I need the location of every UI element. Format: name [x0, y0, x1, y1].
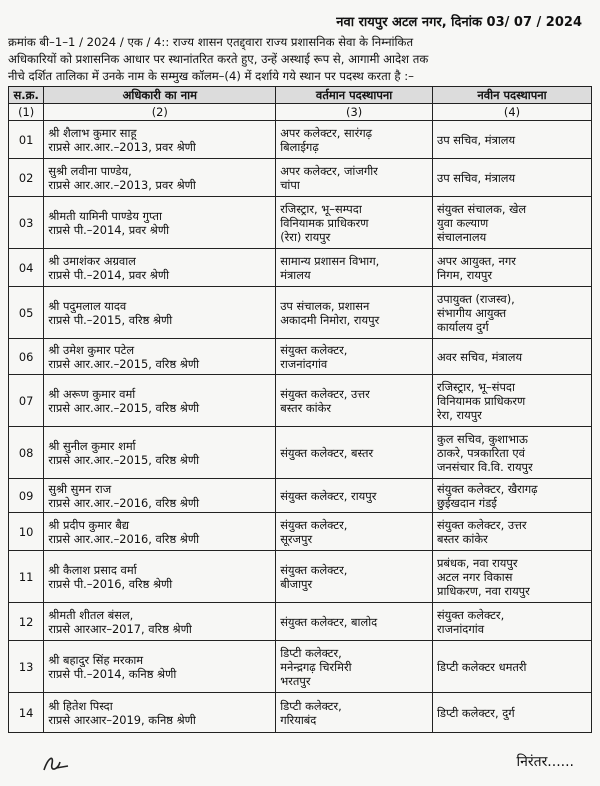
- new-posting-cell: [432, 427, 591, 479]
- officer-cell: [44, 693, 276, 733]
- new-posting-cell: [432, 641, 591, 693]
- current-posting-line: बीजापुर: [280, 576, 313, 591]
- current-posting-line: बिलाईगढ़: [280, 139, 319, 154]
- intro-line-3: नीचे दर्शित तालिका में उनके नाम के सम्मुख कॉलम–(4) में दर्शाये गये स्थान पर पदस्थ करता है :–: [8, 69, 414, 83]
- current-posting-line: डिप्टी कलेक्टर,: [280, 698, 342, 713]
- current-posting-line: भरतपुर: [280, 673, 311, 688]
- current-posting-line: अपर कलेक्टर, सारंगढ़: [280, 125, 373, 140]
- officer-cell: [44, 603, 276, 641]
- table-row: [9, 513, 592, 551]
- serial-number: 13: [9, 641, 44, 693]
- current-posting-line: चांपा: [280, 177, 300, 192]
- order-date-line: [336, 12, 582, 30]
- header-current-posting: वर्तमान पदस्थापना: [276, 87, 433, 104]
- serial-number: 11: [9, 551, 44, 603]
- serial-number: 03: [9, 197, 44, 249]
- new-posting-line: निगम, रायपुर: [436, 267, 493, 282]
- table-row: [9, 375, 592, 427]
- new-posting-line: प्राधिकरण, नवा रायपुर: [436, 583, 530, 598]
- current-posting-line: गरियाबंद: [280, 712, 317, 727]
- serial-number: 01: [9, 121, 44, 159]
- new-posting-line: संयुक्त कलेक्टर, उत्तर: [436, 517, 527, 532]
- table-row: [9, 287, 592, 339]
- serial-number: 08: [9, 427, 44, 479]
- new-posting-line: युवा कल्याण: [436, 215, 489, 230]
- new-posting-cell: [432, 197, 591, 249]
- column-number: (1): [9, 104, 44, 121]
- new-posting-line: अटल नगर विकास: [436, 569, 513, 584]
- column-number: (2): [44, 104, 276, 121]
- officer-service: राप्रसे पी.–2014, कनिष्ठ श्रेणी: [48, 666, 177, 681]
- new-posting-line: रजिस्ट्रार, भू–संपदा: [436, 379, 515, 394]
- new-posting-line: जनसंचार वि.वि. रायपुर: [436, 459, 533, 474]
- place-date-prefix: नवा रायपुर अटल नगर, दिनांक: [336, 15, 483, 30]
- column-number: (3): [276, 104, 433, 121]
- current-posting-cell: [276, 121, 433, 159]
- officer-name: सुश्री सुमन राज: [48, 481, 112, 496]
- current-posting-line: उप संचालक, प्रशासन: [280, 298, 370, 313]
- officer-name: श्री उमाशंकर अग्रवाल: [48, 253, 136, 268]
- new-posting-cell: [432, 287, 591, 339]
- officer-cell: [44, 339, 276, 375]
- officer-service: राप्रसे आर.आर.–2013, प्रवर श्रेणी: [48, 177, 196, 192]
- new-posting-line: संयुक्त संचालक, खेल: [436, 201, 527, 216]
- current-posting-line: बस्तर कांकेर: [280, 400, 331, 415]
- officer-cell: [44, 375, 276, 427]
- officer-service: राप्रसे आरआर–2019, कनिष्ठ श्रेणी: [48, 712, 196, 727]
- officer-service: राप्रसे आर.आर.–2013, प्रवर श्रेणी: [48, 139, 196, 154]
- current-posting-line: (रेरा) रायपुर: [280, 229, 331, 244]
- current-posting-cell: [276, 197, 433, 249]
- officer-service: राप्रसे आर.आर.–2015, वरिष्ठ श्रेणी: [48, 400, 200, 415]
- new-posting-cell: [432, 693, 591, 733]
- new-posting-line: ठाकरे, पत्रकारिता एवं: [436, 445, 525, 460]
- new-posting-cell: [432, 339, 591, 375]
- officer-cell: [44, 249, 276, 287]
- current-posting-line: संयुक्त कलेक्टर,: [280, 562, 348, 577]
- current-posting-line: रजिस्ट्रार, भू–सम्पदा: [280, 201, 362, 216]
- new-posting-cell: [432, 513, 591, 551]
- new-posting-line: उप सचिव, मंत्रालय: [436, 132, 516, 147]
- officer-cell: [44, 121, 276, 159]
- serial-number: 06: [9, 339, 44, 375]
- new-posting-line: उप सचिव, मंत्रालय: [436, 170, 516, 185]
- serial-number: 10: [9, 513, 44, 551]
- current-posting-line: संयुक्त कलेक्टर,: [280, 342, 348, 357]
- current-posting-line: विनियामक प्राधिकरण: [280, 215, 369, 230]
- new-posting-line: अपर आयुक्त, नगर: [436, 253, 516, 268]
- table-row: [9, 121, 592, 159]
- officer-name: श्री कैलाश प्रसाद वर्मा: [48, 562, 137, 577]
- intro-line-1: क्रमांक बी–1–1 / 2024 / एक / 4:: राज्य शासन एतद्द्वारा राज्य प्रशासनिक सेवा के निम्नांकित: [8, 35, 414, 49]
- officer-name: श्रीमती यामिनी पाण्डेय गुप्ता: [48, 208, 162, 223]
- new-posting-cell: [432, 479, 591, 513]
- current-posting-line: अकादमी निमोरा, रायपुर: [280, 312, 380, 327]
- officer-service: राप्रसे पी.–2014, प्रवर श्रेणी: [48, 222, 170, 237]
- header-new-posting: नवीन पदस्थापना: [432, 87, 591, 104]
- current-posting-line: डिप्टी कलेक्टर,: [280, 645, 342, 660]
- officer-service: राप्रसे पी.–2014, प्रवर श्रेणी: [48, 267, 170, 282]
- header-serial: स.क्र.: [9, 87, 44, 104]
- current-posting-cell: [276, 551, 433, 603]
- serial-number: 07: [9, 375, 44, 427]
- transfer-table: [8, 86, 592, 733]
- new-posting-cell: [432, 375, 591, 427]
- officer-cell: [44, 287, 276, 339]
- officer-service: राप्रसे पी.–2015, वरिष्ठ श्रेणी: [48, 312, 173, 327]
- order-intro-paragraph: [8, 34, 592, 85]
- serial-number: 02: [9, 159, 44, 197]
- new-posting-cell: [432, 603, 591, 641]
- new-posting-line: कुल सचिव, कुशाभाऊ: [436, 431, 528, 446]
- column-number: (4): [432, 104, 591, 121]
- new-posting-line: संयुक्त कलेक्टर,: [436, 607, 505, 622]
- current-posting-cell: [276, 159, 433, 197]
- current-posting-line: सामान्य प्रशासन विभाग,: [280, 253, 380, 268]
- current-posting-cell: [276, 249, 433, 287]
- officer-name: श्री पदुमलाल यादव: [48, 298, 127, 313]
- table-header-row: [9, 87, 592, 104]
- officer-cell: [44, 427, 276, 479]
- new-posting-line: राजनांदगांव: [436, 621, 485, 636]
- new-posting-line: संचालनालय: [436, 229, 487, 244]
- officer-service: राप्रसे आरआर–2017, वरिष्ठ श्रेणी: [48, 621, 192, 636]
- intro-line-2: अधिकारियों को प्रशासनिक आधार पर स्थानांतरित करते हुए, उन्हें अस्थाई रूप से, आगामी आदेश तक: [8, 52, 429, 66]
- signature-mark: [38, 748, 78, 778]
- officer-name: श्री शैलाभ कुमार साहू: [48, 125, 137, 140]
- new-posting-line: विनियामक प्राधिकरण: [436, 393, 526, 408]
- table-row: [9, 603, 592, 641]
- serial-number: 12: [9, 603, 44, 641]
- officer-name: श्री सुनील कुमार शर्मा: [48, 438, 136, 453]
- current-posting-cell: [276, 693, 433, 733]
- officer-cell: [44, 641, 276, 693]
- current-posting-line: अपर कलेक्टर, जांजगीर: [280, 163, 378, 178]
- officer-service: राप्रसे पी.–2016, वरिष्ठ श्रेणी: [48, 576, 173, 591]
- column-number-row: [9, 104, 592, 121]
- serial-number: 14: [9, 693, 44, 733]
- table-row: [9, 551, 592, 603]
- current-posting-line: मनेन्द्रगढ़ चिरमिरी: [280, 659, 352, 674]
- officer-cell: [44, 551, 276, 603]
- current-posting-line: सूरजपुर: [280, 531, 313, 546]
- officer-service: राप्रसे आर.आर.–2016, वरिष्ठ श्रेणी: [48, 495, 200, 510]
- officer-cell: [44, 197, 276, 249]
- new-posting-line: अवर सचिव, मंत्रालय: [436, 349, 523, 364]
- officer-name: श्री अरूण कुमार वर्मा: [48, 386, 136, 401]
- officer-cell: [44, 479, 276, 513]
- table-row: [9, 339, 592, 375]
- table-row: [9, 249, 592, 287]
- current-posting-line: राजनांदगांव: [280, 356, 328, 371]
- date-day: 03: [486, 15, 505, 30]
- officer-cell: [44, 513, 276, 551]
- current-posting-cell: [276, 427, 433, 479]
- current-posting-cell: [276, 287, 433, 339]
- current-posting-line: संयुक्त कलेक्टर,: [280, 517, 348, 532]
- new-posting-cell: [432, 551, 591, 603]
- officer-name: श्री प्रदीप कुमार बैद्य: [48, 517, 130, 532]
- new-posting-line: प्रबंधक, नवा रायपुर: [436, 555, 518, 570]
- header-officer-name: अधिकारी का नाम: [44, 87, 276, 104]
- table-row: [9, 479, 592, 513]
- new-posting-cell: [432, 249, 591, 287]
- new-posting-line: संभागीय आयुक्त: [436, 305, 507, 320]
- new-posting-line: डिप्टी कलेक्टर धमतरी: [436, 659, 527, 674]
- current-posting-cell: [276, 339, 433, 375]
- current-posting-cell: [276, 603, 433, 641]
- date-month-year: / 07 / 2024: [504, 15, 582, 30]
- current-posting-line: संयुक्त कलेक्टर, बस्तर: [280, 445, 374, 460]
- officer-service: राप्रसे आर.आर.–2016, वरिष्ठ श्रेणी: [48, 531, 200, 546]
- new-posting-line: संयुक्त कलेक्टर, खैरागढ़: [436, 481, 538, 496]
- officer-name: श्री उमेश कुमार पटेल: [48, 342, 135, 357]
- serial-number: 05: [9, 287, 44, 339]
- current-posting-cell: [276, 641, 433, 693]
- current-posting-line: संयुक्त कलेक्टर, उत्तर: [280, 386, 370, 401]
- new-posting-line: कार्यालय दुर्ग: [436, 319, 489, 334]
- officer-cell: [44, 159, 276, 197]
- table-row: [9, 427, 592, 479]
- serial-number: 04: [9, 249, 44, 287]
- table-row: [9, 197, 592, 249]
- officer-name: सुश्री लवीना पाण्डेय,: [48, 163, 132, 178]
- current-posting-line: संयुक्त कलेक्टर, बालोद: [280, 614, 378, 629]
- new-posting-line: उपायुक्त (राजस्व),: [436, 291, 515, 306]
- officer-name: श्री हितेश पिस्दा: [48, 698, 113, 713]
- new-posting-line: रेरा, रायपुर: [436, 407, 482, 422]
- new-posting-cell: [432, 121, 591, 159]
- new-posting-line: छुईखदान गंडई: [436, 495, 497, 510]
- officer-name: श्रीमती शीतल बंसल,: [48, 607, 134, 622]
- table-row: [9, 641, 592, 693]
- officer-service: राप्रसे आर.आर.–2015, वरिष्ठ श्रेणी: [48, 356, 200, 371]
- current-posting-cell: [276, 375, 433, 427]
- new-posting-cell: [432, 159, 591, 197]
- officer-service: राप्रसे आर.आर.–2015, वरिष्ठ श्रेणी: [48, 452, 200, 467]
- continued-label: निरंतर......: [516, 754, 574, 770]
- serial-number: 09: [9, 479, 44, 513]
- current-posting-line: मंत्रालय: [280, 267, 311, 282]
- table-row: [9, 693, 592, 733]
- current-posting-line: संयुक्त कलेक्टर, रायपुर: [280, 488, 377, 503]
- table-row: [9, 159, 592, 197]
- current-posting-cell: [276, 479, 433, 513]
- officer-name: श्री बहादुर सिंह मरकाम: [48, 652, 144, 667]
- new-posting-line: बस्तर कांकेर: [436, 531, 488, 546]
- current-posting-cell: [276, 513, 433, 551]
- new-posting-line: डिप्टी कलेक्टर, दुर्ग: [436, 705, 515, 720]
